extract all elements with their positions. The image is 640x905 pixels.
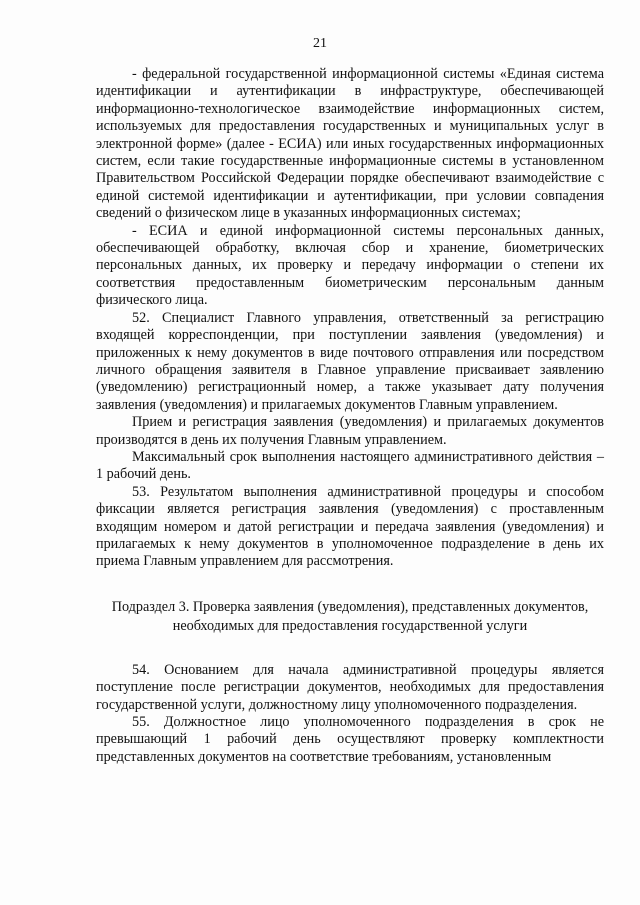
- paragraph-esia-item: - федеральной государственной информационной системы «Единая система идентификации и аутентификации в инфраструктуре, обеспечивающей информационно-технологическое взаимодействие информационных систем, используемых для предоставления государственных и муниципальных услуг в электронной форме» (далее - ЕСИА) или иных государственных информационных систем, если такие государственные информационные системы в установленном Правительством Российской Федерации порядке обеспечивают взаимодействие с единой системой идентификации и аутентификации, при условии совпадения сведений о физическом лице в указанных информационных системах;: [96, 66, 604, 222]
- paragraph-registration: Прием и регистрация заявления (уведомления) и прилагаемых документов производятся в день их получения Главным управлением.: [96, 414, 604, 448]
- subsection-heading: Подраздел 3. Проверка заявления (уведомления), представленных документов, необходимых для предоставления государственной услуги: [111, 598, 589, 634]
- paragraph-biometric-item: - ЕСИА и единой информационной системы персональных данных, обеспечивающей обработку, включая сбор и хранение, биометрических персональных данных, их проверку и передачу информации о степени их соответствия предоставленным биометрическим персональным данным физического лица.: [96, 222, 604, 309]
- page-number: 21: [313, 36, 327, 51]
- paragraph-max-term: Максимальный срок выполнения настоящего административного действия – 1 рабочий день.: [96, 448, 604, 483]
- paragraph-52: 52. Специалист Главного управления, ответственный за регистрацию входящей корреспонденции, при поступлении заявления (уведомления) и приложенных к нему документов в виде почтового отправления или посредством личного обращения заявителя в Главное управление присваивает заявлению (уведомлению) регистрационный номер, а также указывает дату получения заявления (уведомления) и прилагаемых документов Главным управлением.: [96, 309, 604, 413]
- document-body: [96, 66, 604, 766]
- paragraph-55: 55. Должностное лицо уполномоченного подразделения в срок не превышающий 1 рабочий день осуществляют проверку комплектности представленных документов на соответствие требованиям, установленным: [96, 714, 604, 765]
- paragraph-54: 54. Основанием для начала административной процедуры является поступление после регистрации документов, необходимых для предоставления государственной услуги, должностному лицу уполномоченного подразделения.: [96, 661, 604, 713]
- paragraph-53: 53. Результатом выполнения административной процедуры и способом фиксации является регистрация заявления (уведомления) с проставленным входящим номером и датой регистрации и передача заявления (уведомления) и прилагаемых к нему документов в уполномоченное подразделение в день их приема Главным управлением для рассмотрения.: [96, 483, 604, 570]
